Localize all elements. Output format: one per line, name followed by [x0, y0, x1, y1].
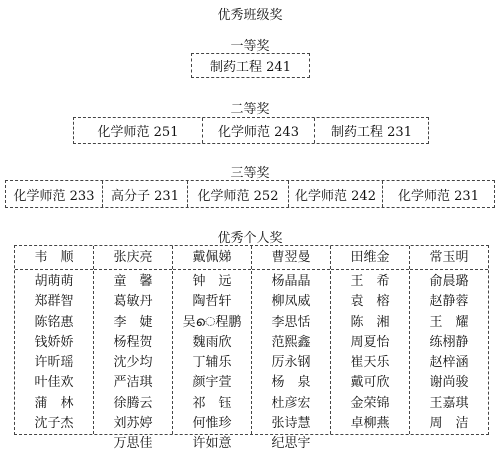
list-item: 许如意	[192, 436, 232, 452]
second-prize-item: 制药工程 231	[331, 125, 412, 140]
first-prize-box	[191, 53, 310, 78]
list-item: 钟 远	[192, 274, 232, 289]
third-prize-item: 化学师范 231	[398, 188, 479, 204]
column-header: 曹翌曼	[252, 246, 330, 270]
list-item: 周 洁	[429, 416, 469, 432]
list-item: 魏雨欣	[192, 334, 232, 350]
list-item: 许昕瑶	[34, 355, 74, 371]
column-header: 常玉明	[410, 246, 488, 270]
list-item: 沈子杰	[34, 416, 74, 432]
list-item: 严洁琪	[113, 375, 153, 391]
page-title: 优秀班级奖	[217, 8, 283, 23]
list-item: 徐腾云	[113, 395, 153, 411]
second-prize-item: 化学师范 243	[203, 118, 315, 143]
column-header: 田维金	[331, 246, 409, 270]
list-item: 颜宇萱	[192, 375, 232, 391]
list-item: 杨 泉	[271, 375, 311, 391]
third-prize-box	[5, 180, 495, 208]
list-item: 张诗慧	[271, 416, 311, 432]
column-header: 张庆亮	[94, 246, 172, 270]
individual-column	[252, 246, 331, 452]
list-item: 万思佳	[113, 436, 153, 452]
list-item: 钱娇娇	[34, 334, 74, 350]
list-item: 王 耀	[429, 314, 469, 330]
third-prize-item: 化学师范 242	[289, 181, 383, 207]
list-item: 陶哲轩	[192, 294, 232, 310]
list-item: 胡萌萌	[34, 274, 74, 289]
list-item: 杨晶晶	[271, 274, 311, 289]
first-prize-item: 制药工程 241	[210, 60, 291, 75]
individual-column	[410, 246, 488, 434]
list-item: 范熙鑫	[271, 334, 311, 350]
list-item: 赵静蓉	[429, 294, 469, 310]
list-item: 王嘉琪	[429, 395, 469, 411]
individual-column	[15, 246, 94, 434]
list-item: 刘苏婷	[113, 416, 153, 432]
third-prize-title: 三等奖	[230, 166, 270, 181]
list-item: 纪思宇	[271, 436, 311, 452]
list-item: 金荣锦	[350, 395, 390, 411]
list-item: 郑群智	[34, 294, 74, 310]
first-prize-title: 一等奖	[230, 39, 270, 54]
second-prize-box	[73, 117, 429, 144]
list-item: 王 希	[350, 274, 390, 289]
list-item: 叶佳欢	[34, 375, 74, 391]
list-item: 丁辅乐	[192, 355, 232, 371]
list-item: 陈铭惠	[34, 314, 74, 330]
list-item: 练栩静	[429, 334, 469, 350]
list-item: 杜彦宏	[271, 395, 311, 411]
list-item: 祁 钰	[192, 395, 232, 411]
list-item: 袁 榕	[350, 294, 390, 310]
list-item: 陈 湘	[350, 314, 390, 330]
column-header: 韦 顺	[15, 246, 93, 270]
list-item: 童 馨	[113, 274, 153, 289]
list-item: 卓柳燕	[350, 416, 390, 432]
second-prize-title: 二等奖	[230, 102, 270, 117]
individual-title: 优秀个人奖	[217, 231, 283, 246]
individual-column	[94, 246, 173, 452]
list-item: 葛敏丹	[113, 294, 153, 310]
list-item: 沈少均	[113, 355, 153, 371]
list-item: 厉永钢	[271, 355, 311, 371]
list-item: 崔天乐	[350, 355, 390, 371]
individual-grid	[14, 245, 489, 452]
list-item: 杨程贺	[113, 334, 153, 350]
list-item: 赵梓涵	[429, 355, 469, 371]
list-item: 俞晨璐	[429, 274, 469, 289]
list-item: 蒲 林	[34, 395, 74, 411]
list-item: 吴െ程鹏	[182, 314, 242, 330]
list-item: 戴可欣	[350, 375, 390, 391]
list-item: 谢尚骏	[429, 375, 469, 391]
list-item: 李 婕	[113, 314, 153, 330]
list-item: 何惟珍	[192, 416, 232, 432]
third-prize-item: 化学师范 233	[6, 181, 103, 207]
individual-column	[331, 246, 410, 434]
list-item: 李思恬	[271, 314, 311, 330]
list-item: 周夏怡	[350, 334, 390, 350]
list-item: 柳凤威	[271, 294, 311, 310]
third-prize-item: 高分子 231	[103, 181, 188, 207]
column-header: 戴佩娣	[173, 246, 251, 270]
second-prize-item: 化学师范 251	[74, 118, 203, 143]
individual-column	[173, 246, 252, 452]
third-prize-item: 化学师范 252	[188, 181, 289, 207]
